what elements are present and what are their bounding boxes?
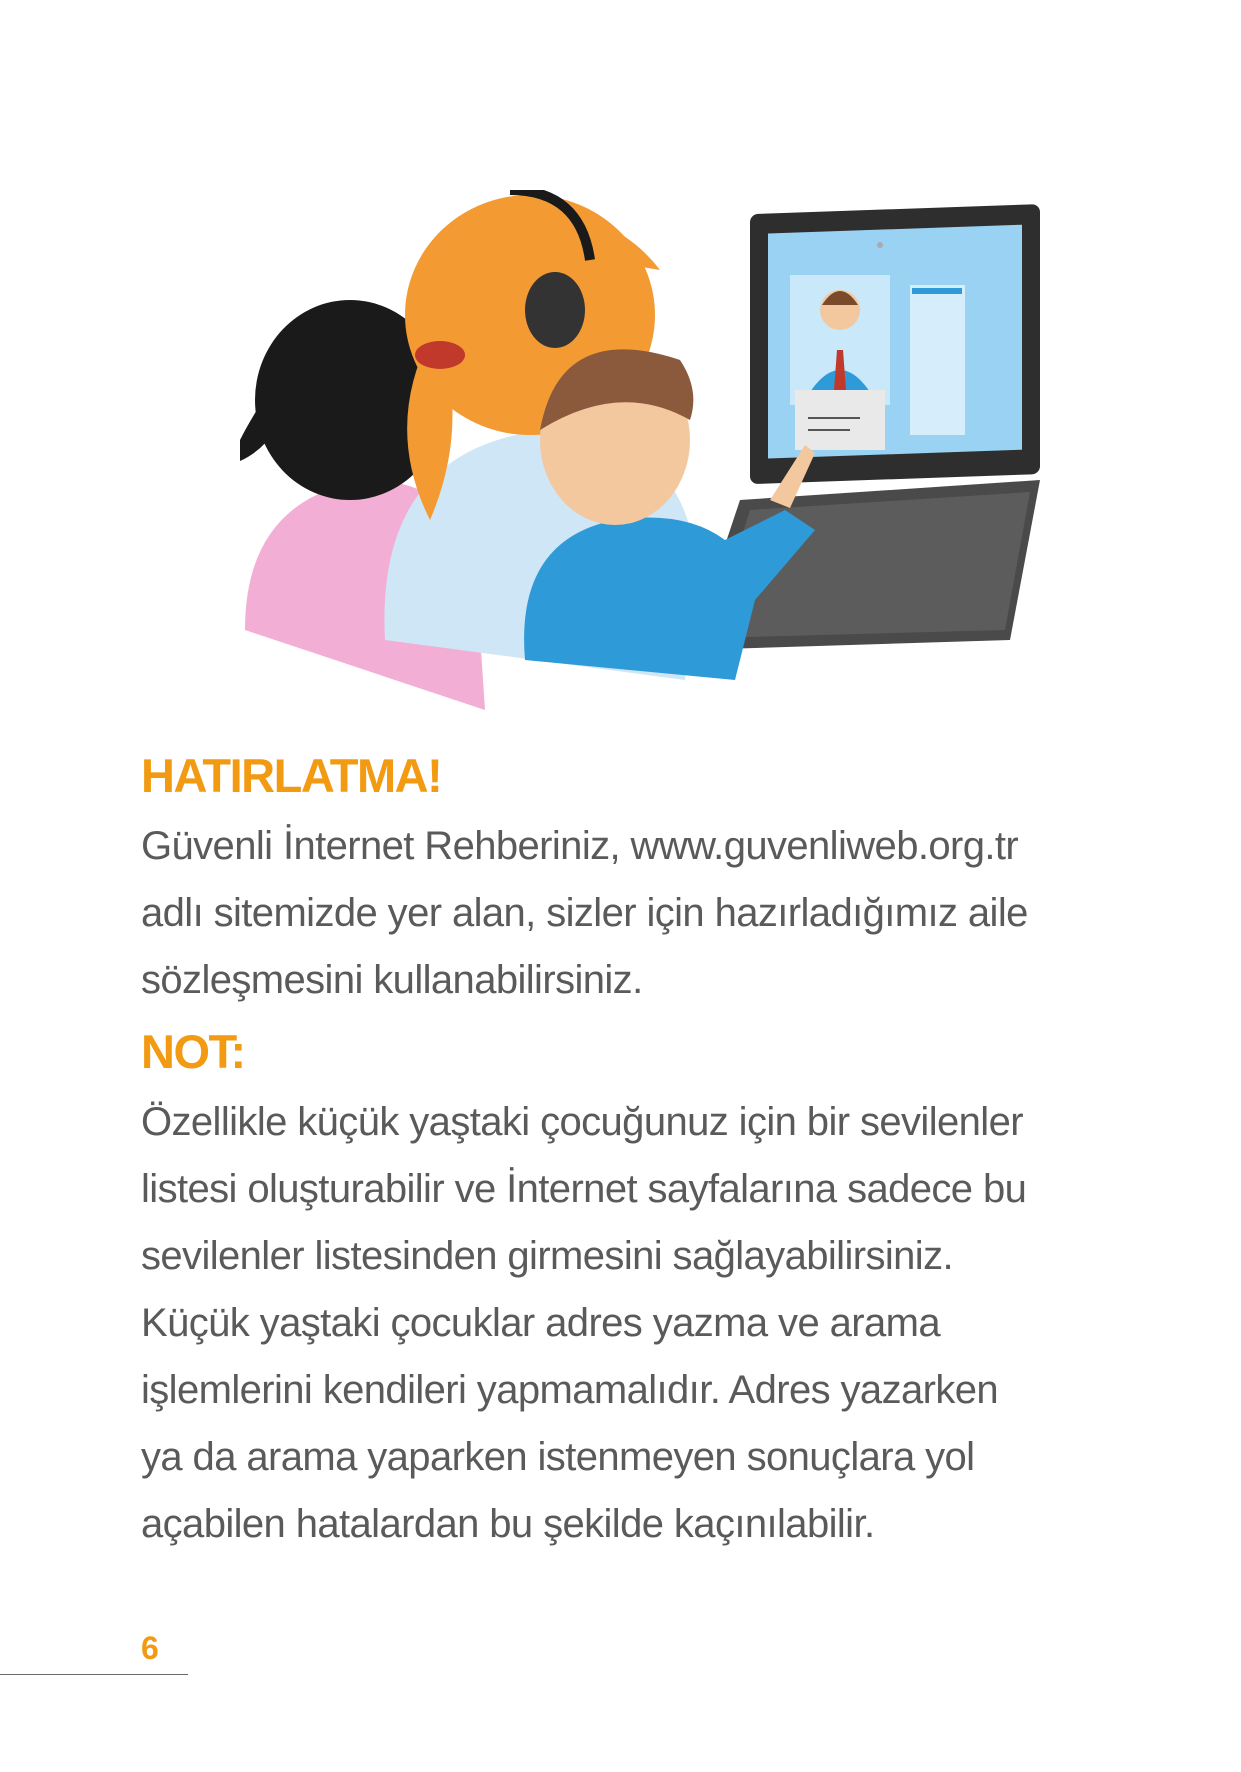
note-heading: NOT: — [141, 1025, 245, 1078]
sidebar-list-icon — [910, 285, 965, 435]
reminder-heading: HATIRLATMA! — [141, 749, 442, 802]
paragraph-line: açabilen hatalardan bu şekilde kaçınılabilir. — [141, 1502, 875, 1546]
paragraph-line: Özellikle küçük yaştaki çocuğunuz için bir sevilenler — [141, 1100, 1023, 1144]
reminder-paragraph — [141, 813, 1141, 1014]
paragraph-line: Küçük yaştaki çocuklar adres yazma ve arama — [141, 1301, 940, 1345]
paragraph-line: işlemlerini kendileri yapmamalıdır. Adres yazarken — [141, 1368, 999, 1412]
main-content — [141, 749, 1141, 1558]
children-at-laptop-illustration — [240, 190, 1050, 710]
paragraph-line: sevilenler listesinden girmesini sağlayabilirsiniz. — [141, 1234, 953, 1278]
paragraph-line: adlı sitemizde yer alan, sizler için hazırladığımız aile — [141, 891, 1028, 935]
paragraph-line: ya da arama yaparken istenmeyen sonuçlara yol — [141, 1435, 975, 1479]
paragraph-line: sözleşmesini kullanabilirsiniz. — [141, 958, 643, 1002]
note-paragraph — [141, 1089, 1141, 1558]
footer-divider — [0, 1674, 188, 1675]
paragraph-line: listesi oluşturabilir ve İnternet sayfalarına sadece bu — [141, 1167, 1027, 1211]
page-number: 6 — [141, 1630, 159, 1666]
paragraph-line: Güvenli İnternet Rehberiniz, www.guvenliweb.org.tr — [141, 824, 1019, 868]
video-call-person-icon — [790, 275, 890, 450]
